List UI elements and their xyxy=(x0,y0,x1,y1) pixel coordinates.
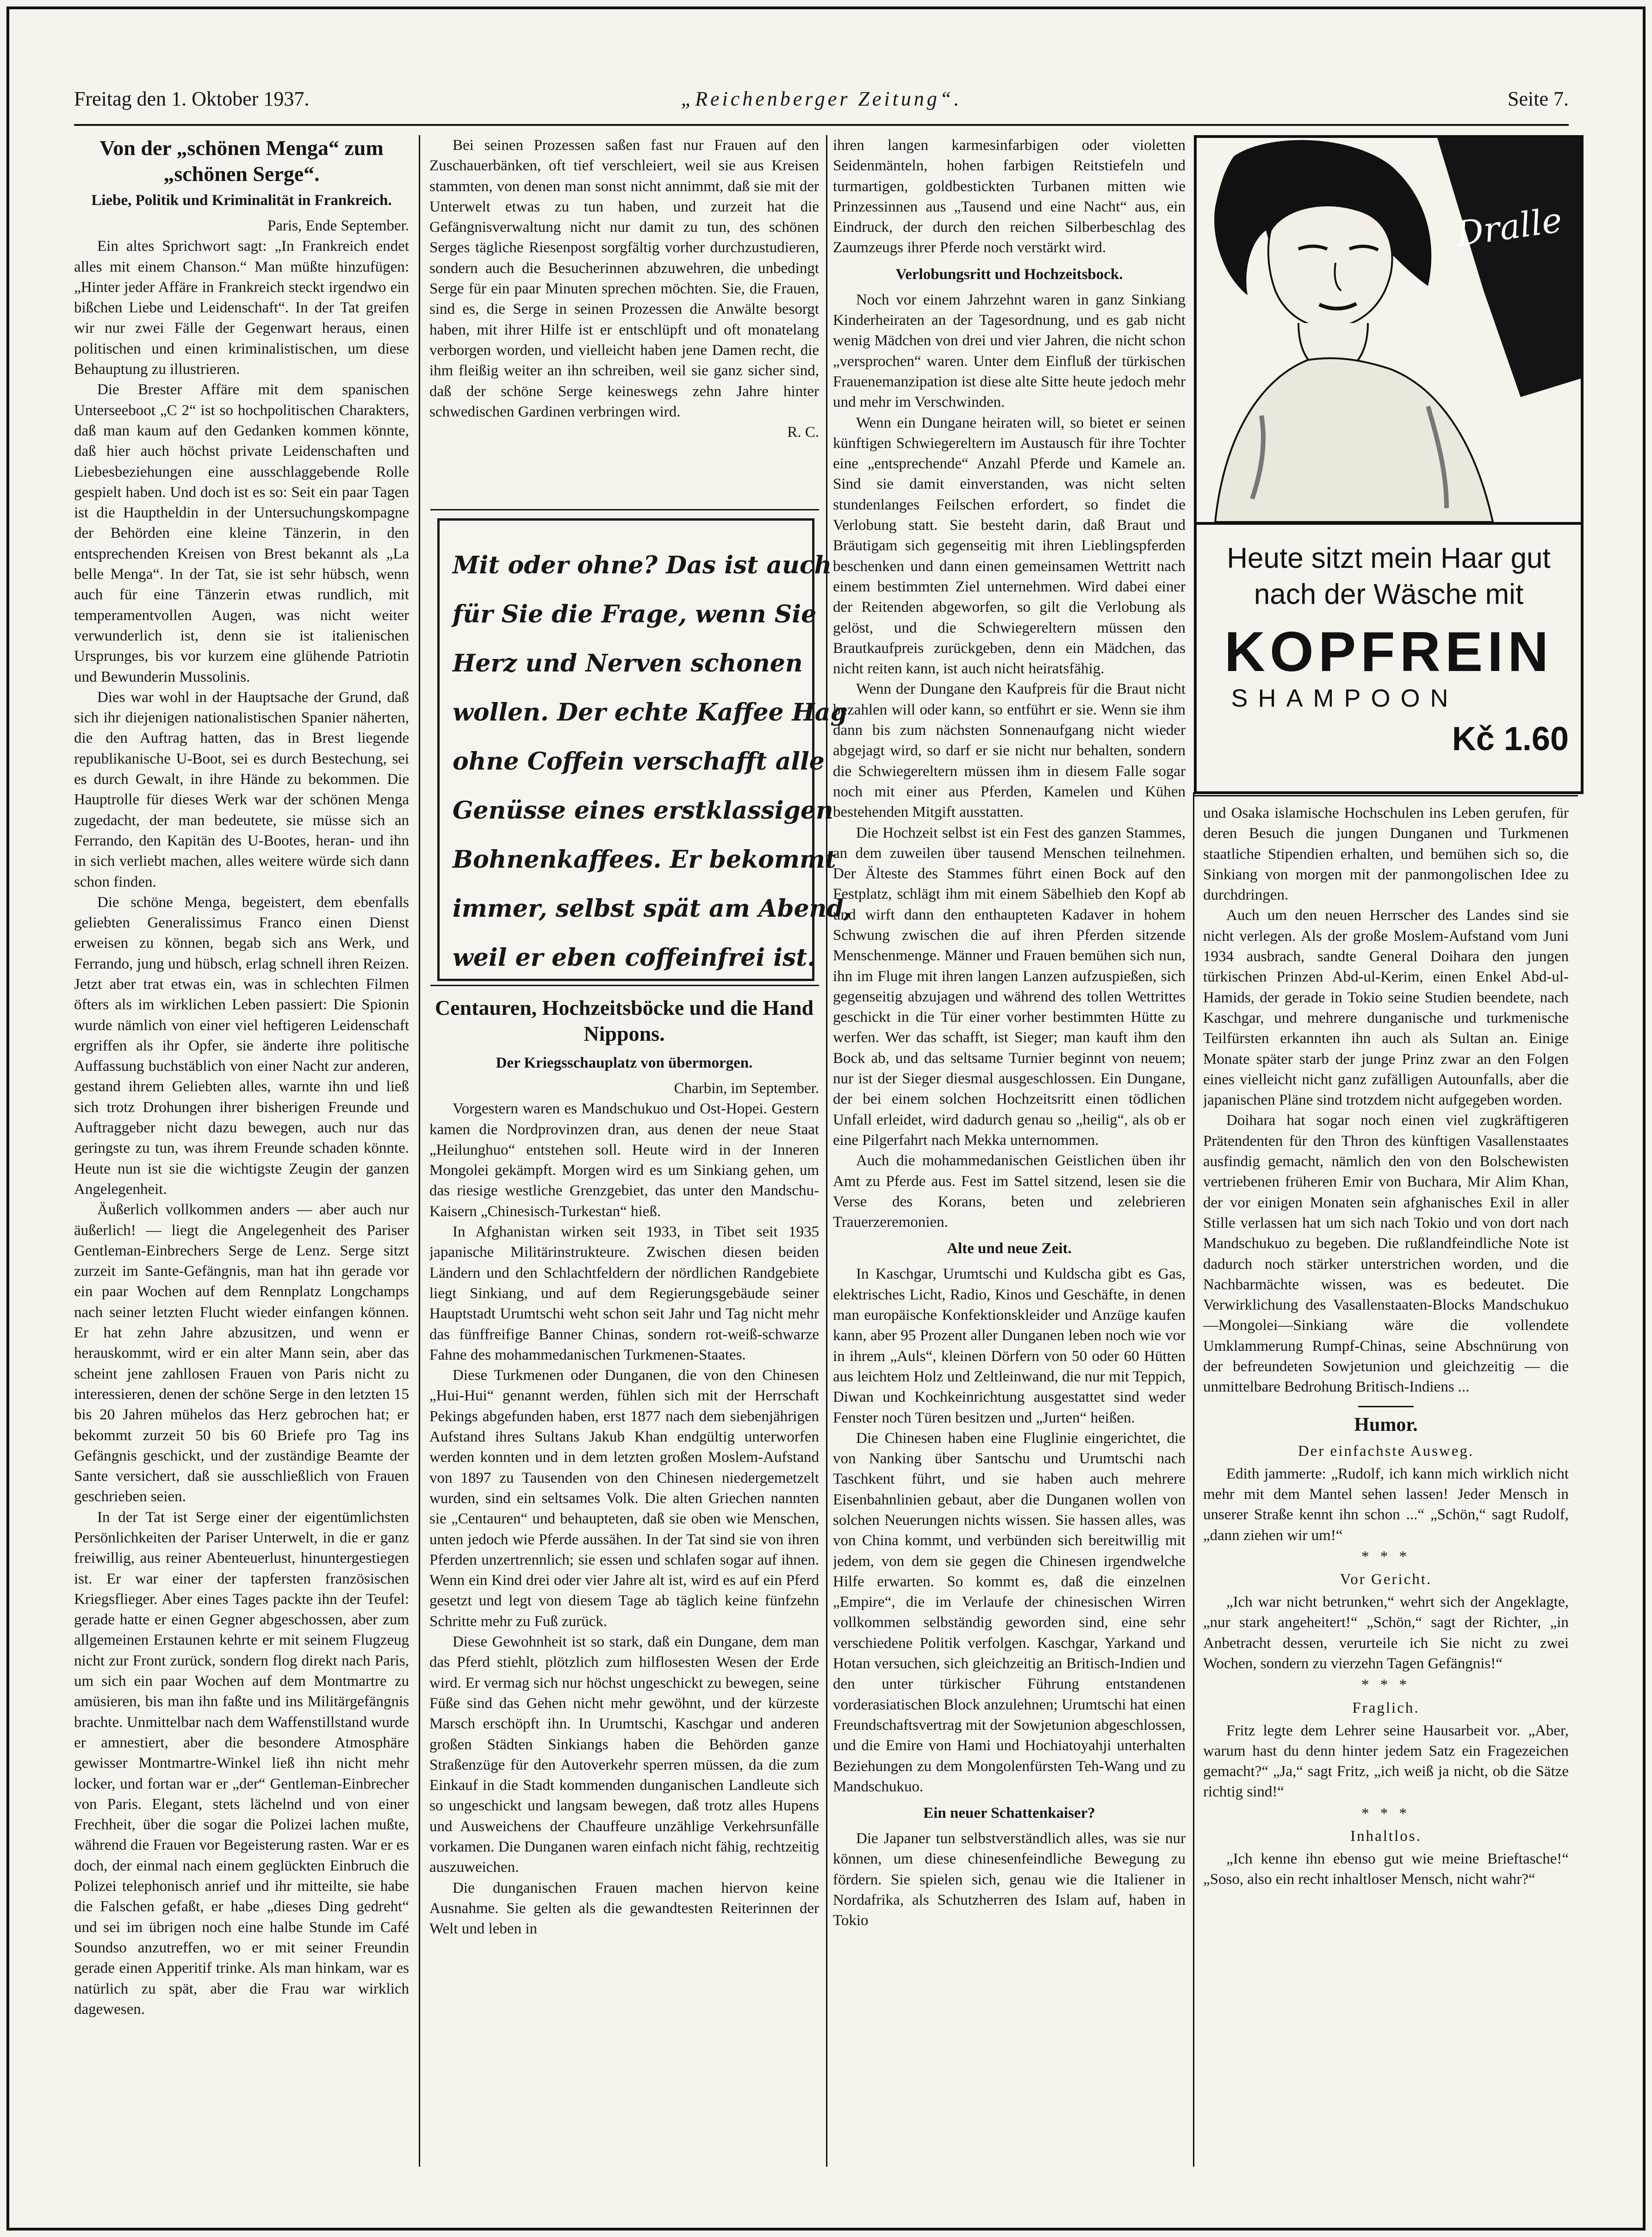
paragraph: Die schöne Menga, begeistert, dem ebenfalls geliebten Generalissimus Franco einen Dienst erweisen zu können, begab sich ans Werk, und Ferrando, jung und hübsch, erlag schnell ihren Reizen. Jetzt aber trat etwas ein, was in schlechten Filmen öfters als im wirklichen Leben passiert: Die Spionin wurde nämlich von einer viel heftigeren Leidenschaft ergriffen als ihr Opfer, sie änderte ihre politische Auffassung buchstäblich von einer Nacht zur anderen, gestand ihrem Geliebten alles, warnte ihn und ließ sich trotz Drohungen ihrer bisherigen Freunde und Auftraggeber nicht dazu bewegen, auch nur das geringste zu tun, was ihrem Freunde schaden könnte. Heute nun ist sie die wichtigste Zeugin der ganzen Angelegenheit. xyxy=(74,894,409,1198)
ad-line: Herz und Nerven schonen xyxy=(453,649,803,677)
paragraph: Doihara hat sogar noch einen viel zugkräftigeren Prätendenten für den Thron des künftigen Vasallenstaates ausfindig gemacht, nämlich den von den Bolschewisten vertriebenen früheren Emir von Buchara, Mir Alim Khan, der vor einigen Monaten sein afghanisches Exil in aller Stille verlassen hat um sich nach Tokio und von dort nach Mandschukuo zu begeben. Die rußlandfeindliche Note ist dadurch noch stärker unterstrichen worden, und die Nachbarmächte wissen, was es bedeutet. Die Verwirklichung des Vasallenstaaten-Blocks Mandschukuo—Mongolei—Sinkiang wäre die vollendete Umklammerung Rumpf-Chinas, seine Abschnürung von der befreundeten Sowjetunion und gleichzeitig — die unmittelbare Bedrohung Britisch-Indiens ... xyxy=(1203,1112,1569,1396)
humor-title: Humor. xyxy=(1354,1414,1418,1435)
newspaper-name: „Reichenberger Zeitung“. xyxy=(681,87,962,110)
article-title: Centauren, Hochzeitsböcke und die Hand Nippons. xyxy=(435,996,814,1045)
column-divider xyxy=(419,135,420,2167)
paragraph: Die Brester Affäre mit dem spanischen Unterseeboot „C 2“ ist so hochpolitischen Charakters, daß man kaum auf den Gedanken kommen könnte, daß hier auch höchst private Leidenschaften und Liebesbeziehungen eine ausschlaggebende Rolle gespielt haben. Und doch ist es so: Seit ein paar Tagen ist die Hauptheldin in der Untersuchungskompagne der Behörden eine kleine Tänzerin, in den entsprechenden Kreisen von Brest bekannt als „La belle Menga“. In der Tat, sie ist sehr hübsch, wenn auch für eine Tänzerin etwas rundlich, mit temperamentvollen Augen, was nicht weiter verwunderlich ist, denn sie ist italienischen Ursprunges, bis vor kurzem eine glühende Patriotin und Bewunderin Mussolinis. xyxy=(74,381,409,685)
paragraph: Dies war wohl in der Hauptsache der Grund, daß sich ihr diejenigen nationalistischen Spanier näherten, die den Auftrag hatten, das in Brest liegende republikanische U-Boot, sei es durch Bestechung, sei es durch Gewalt, in ihre Hände zu bekommen. Die Hauptrolle für dieses Werk war der schönen Menga zugedacht, der man bedeutete, sie müsse sich an Ferrando, den Kapitän des U-Bootes, heran- und ihn in sich verliebt machen, alles weitere würde sich dann schon finden. xyxy=(74,689,409,890)
section-rule xyxy=(430,509,819,510)
joke-heading: Inhaltlos. xyxy=(1350,1828,1422,1845)
paragraph: Bei seinen Prozessen saßen fast nur Frauen auf den Zuschauerbänken, oft tief verschleiert, weil sie aus Kreisen stammten, von denen man sonst nicht annimmt, daß sie mit der Unterwelt etwas zu tun haben, und zurzeit hat die Gefängnisverwaltung nicht nur damit zu tun, des schönen Serges tägliche Riesenpost sorgfältig vorher durchzustudieren, sondern auch die Besucherinnen abzuwehren, die unbedingt Serge für ein paar Minuten sprechen möchten. Sie, die Frauen, sind es, die Serge in seinen Prozessen die Anwälte besorgt haben, mit ihrer Hilfe ist er entschlüpft und oft monatelang verborgen worden, und vielleicht haben jene Damen recht, die ihm fleißig weiter an ihn schreiben, weil sie ganz sicher sind, daß der schöne Serge keineswegs zehn Jahre hinter schwedischen Gardinen verbringen wird. xyxy=(429,137,819,420)
article-title: Von der „schönen Menga“ zum „schönen Serge“. xyxy=(99,136,384,186)
coffee-advertisement xyxy=(437,518,852,981)
ad-line: für Sie die Frage, wenn Sie xyxy=(453,600,817,628)
ad-line: Bohnenkaffees. Er bekommt xyxy=(453,845,836,874)
paragraph: In der Tat ist Serge einer der eigentümlichsten Persönlichkeiten der Pariser Unterwelt, in die er ganz freiwillig, aus reiner Abenteuerlust, hinuntergestiegen ist. Er war einer der tapfersten französischen Kriegsflieger. Aber eines Tages packte ihn der Teufel: gerade hatte er einen Gegner abgeschossen, aber zum allgemeinen Erstaunen kehrte er mit seinem Flugzeug nicht zur Front zurück, sondern flog direkt nach Paris, um sich ein paar Wochen auf dem Montmartre zu amüsieren, bis man ihn faßte und ins Militärgefängnis brachte. Unmittelbar nach dem Waffenstillstand wurde er amnestiert, aber die besondere Atmosphäre gewisser Montmartre-Winkel ließ ihn nicht mehr locker, und fortan war er „der“ Gentleman-Einbrecher von Paris. Elegant, stets lächelnd und von einer Frechheit, über die sogar die Polizei lachen mußte, während die Frauen vor Begeisterung rasten. War er es doch, der einmal nach einem geglückten Einbruch die Polizei telephonisch anrief und ihr mitteilte, sie habe die Falschen gefaßt, er habe „dieses Ding gedreht“ und sei im übrigen noch eine halbe Stunde im Café Soundso anzutreffen, wo er mit seiner Freundin gerade einen Apperitif trinke. Als man hinkam, war es natürlich zu spät, aber die Frau war wirklich dagewesen. xyxy=(74,1509,409,2018)
section-heading: Verlobungsritt und Hochzeitsbock. xyxy=(895,266,1123,283)
ad-line: Mit oder ohne? Das ist auch xyxy=(453,551,832,579)
section-rule xyxy=(1194,795,1578,796)
ad-text xyxy=(453,541,852,982)
joke-heading: Fraglich. xyxy=(1352,1699,1420,1716)
paragraph: In Afghanistan wirken seit 1933, in Tibet seit 1935 japanische Militärinstrukteure. Zwischen diesen beiden Ländern und den Schlachtfeldern der nördlichen Randgebiete liegt Sinkiang, und auf dem Regierungsgebäude seiner Hauptstadt Urumtschi weht schon seit Jahr und Tag nicht mehr das fünffreifige Banner Chinas, sondern rot-weiß-schwarze Fahne des mohammedanischen Turkmenen-Staates. xyxy=(429,1224,819,1363)
paragraph: und Osaka islamische Hochschulen ins Leben gerufen, für deren Besuch die jungen Dunganen und Turkmenen staatliche Stipendien erhalten, und bemühen sich so, die Sinkiang von morgen mit der panmongolischen Idee zu durchdringen. xyxy=(1203,805,1569,904)
ad-price: Kč 1.60 xyxy=(1452,721,1569,758)
section-heading: Alte und neue Zeit. xyxy=(947,1240,1072,1257)
paragraph: In Kaschgar, Urumtschi und Kuldscha gibt es Gas, elektrisches Licht, Radio, Kinos und Geschäfte, in denen man europäische Konfektionskleider und Anzüge kaufen kann, aber 95 Prozent aller Dunganen leben noch wie vor in ihrem „Auls“, kleinen Dörfern von 50 oder 60 Hütten aus leichtem Holz und Zeltleinwand, die nur mit Teppich, Diwan und Kochkeinrichtung ausgestattet sind weder Fenster noch Türen besitzen und „Jurten“ heißen. xyxy=(833,1266,1186,1426)
paragraph: Diese Turkmenen oder Dunganen, die von den Chinesen „Hui-Hui“ genannt werden, fühlen sich mit der Herrschaft Pekings abgefunden haben, erst 1877 nach dem siebenjährigen Aufstand ihres Sultans Jakub Khan endgültig unterworfen werden konnten und in dem letzten großen Moslem-Aufstand von 1897 zu Tausenden von den Chinesen niedergemetzelt wurden, sind ein seltsames Volk. Die alten Griechen nannten sie „Centauren“ und behaupteten, daß sie oben wie Menschen, unten jedoch wie Pferde aussähen. In der Tat sind sie von ihren Pferden unzertrennlich; sie essen und schlafen sogar auf ihnen. Wenn ein Kind drei oder vier Jahre alt ist, wird es auf ein Pferd gesetzt und legt von diesem Tage ab täglich keine fünfzehn Schritte mehr zu Fuß zurück. xyxy=(429,1367,819,1630)
article-subtitle: Der Kriegsschauplatz von übermorgen. xyxy=(496,1055,753,1071)
joke-text: Edith jammerte: „Rudolf, ich kann mich wirklich nicht mehr mit dem Mantel sehen lassen! Jeder Mensch in unserer Straße kennt ihn schon ...“ „Schön,“ sagt Rudolf, „dann ziehen wir um!“ xyxy=(1203,1465,1569,1544)
author-signature: R. C. xyxy=(787,424,819,441)
joke-heading: Vor Gericht. xyxy=(1340,1571,1432,1588)
dateline: Charbin, im September. xyxy=(674,1080,819,1097)
ad-product-type: SHAMPOON xyxy=(1231,684,1459,712)
paragraph: Noch vor einem Jahrzehnt waren in ganz Sinkiang Kinderheiraten an der Tagesordnung, und es gab nicht wenig Mädchen von drei und vier Jahren, die nicht schon „versprochen“ waren. Unter dem Einfluß der türkischen Frauenemanzipation ist diese alte Sitte heute jedoch mehr und mehr im Verschwinden. xyxy=(833,291,1186,411)
ad-line: immer, selbst spät am Abend, xyxy=(453,895,852,923)
article-centauren xyxy=(429,995,819,2166)
article-subtitle: Liebe, Politik und Kriminalität in Frankreich. xyxy=(91,192,392,209)
article-menga xyxy=(74,135,409,2162)
shampoo-advertisement xyxy=(1194,135,1584,794)
ad-line: Genüsse eines erstklassigen xyxy=(453,796,833,825)
separator-stars: * * * xyxy=(1361,1548,1410,1565)
article-centauren-col3 xyxy=(833,135,1186,2171)
dralle-logo: Dralle xyxy=(1453,200,1565,255)
section-divider xyxy=(1358,1406,1414,1407)
issue-date: Freitag den 1. Oktober 1937. xyxy=(74,87,310,110)
paragraph: Die Hochzeit selbst ist ein Fest des ganzen Stammes, an dem zuweilen über tausend Menschen teilnehmen. Der Älteste des Stammes führt einen Bock auf den Festplatz, schlägt ihm mit einem Säbelhieb den Kopf ab und wirft dann den enthaupteten Kadaver in hohem Schwung zwischen die auf ihren Pferden sitzende Menschenmenge. Männer und Frauen bemühen sich nun, ihn im Fluge mit ihren langen Lanzen aufzuspießen, sich gegenseitig abzujagen und während des tollen Wettrittes geschickt in die Tür einer vorher bestimmten Hütte zu werfen. Wer das schafft, ist Sieger; man kauft ihm den Bock ab, und das seltsame Turnier beginnt von neuem; nur ist der Sieger diesmal ausgeschlossen. Ein Dungane, der bei einem solchen Hochzeitsritt einen tödlichen Unfall erleidet, wird dadurch genau so „heilig“, als ob er eine Pilgerfahrt nach Mekka unternommen. xyxy=(833,824,1186,1149)
column-divider xyxy=(826,135,827,2167)
paragraph: Vorgestern waren es Mandschukuo und Ost-Hopei. Gestern kamen die Nordprovinzen dran, aus denen der neue Staat „Heilunghuo“ entstehen soll. Heute wird in der Inneren Mongolei gekämpft. Morgen wird es um Sinkiang gehen, um das riesige westliche Grenzgebiet, das unter den Mandschu-Kaisern „Chinesisch-Turkestan“ hieß. xyxy=(429,1100,819,1220)
joke-text: „Ich war nicht betrunken,“ wehrt sich der Angeklagte, „nur stark angeheitert!“ „Schön,“ sagt der Richter, „in Anbetracht dessen, verurteile ich Sie nicht zu zwei Wochen, sondern zu vierzehn Tagen Gefängnis!“ xyxy=(1203,1594,1569,1672)
paragraph: Die dunganischen Frauen machen hiervon keine Ausnahme. Sie gelten als die gewandtesten Reiterinnen der Welt und leben in xyxy=(429,1879,819,1938)
paragraph: ihren langen karmesinfarbigen oder violetten Seidenmänteln, hohen farbigen Reitstiefeln und turmartigen, goldbestickten Turbanen mitten wie Prinzessinnen aus „Tausend und eine Nacht“ aus, ein Eindruck, der durch den reichen Silberbeschlag des Zaumzeugs ihrer Pferde noch verstärkt wird. xyxy=(833,137,1186,256)
article-centauren-col4 xyxy=(1203,803,1569,2154)
page-number: Seite 7. xyxy=(1508,87,1569,110)
paragraph: Auch die mohammedanischen Geistlichen üben ihr Amt zu Pferde aus. Fest im Sattel sitzend, lesen sie die Verse des Korans, beten und zelebrieren Trauerzeremonien. xyxy=(833,1152,1186,1231)
paragraph: Diese Gewohnheit ist so stark, daß ein Dungane, dem man das Pferd stiehlt, plötzlich zum hilflosesten Wesen der Erde wird. Er vermag sich nur höchst ungeschickt zu bewegen, seine Füße sind das Gehen nicht mehr gewöhnt, und der kürzeste Marsch erschöpft ihn. In Urumtschi, Kaschgar und anderen großen Städten Sinkiangs haben die Behörden ganze Straßenzüge für den Autoverkehr sperren müssen, da die zum Einkauf in die Stadt kommenden dunganischen Landleute sich so ungeschickt und langsam bewegen, daß trotz alles Hupens und Ausweichens der Chauffeure unzählige Verkehrsunfälle vorkamen. Die Dunganen waren einfach nicht fähig, rechtzeitig auszuweichen. xyxy=(429,1634,819,1876)
paragraph: Wenn der Dungane den Kaufpreis für die Braut nicht bezahlen will oder kann, so entführt er sie. Wenn sie ihm dann bis zum nächsten Sonnenaufgang nicht wieder abgejagt wird, so darf er sie nicht nur behalten, sondern die Schwiegereltern müssen ihm in diesem Falle sogar noch mit einer aus Pferden, Kamelen und Kühen bestehenden Mitgift ausstatten. xyxy=(833,681,1186,821)
paragraph: Die Japaner tun selbstverständlich alles, was sie nur können, um diese chinesenfeindliche Bewegung zu fördern. Sie spielen sich, genau wie die Italiener in Nordafrika, als Schutzherren des Islam auf, haben in Tokio xyxy=(833,1830,1186,1929)
paragraph: Ein altes Sprichwort sagt: „In Frankreich endet alles mit einem Chanson.“ Man müßte hinzufügen: „Hinter jeder Affäre in Frankreich steckt irgendwo ein bißchen Liebe und Leidenschaft“. In der Tat greifen wir nur zwei Fälle der Gegenwart heraus, einen politischen und einen kriminalistischen, um diese Behauptung zu illustrieren. xyxy=(74,238,409,378)
separator-stars: * * * xyxy=(1361,1677,1410,1694)
paragraph: Wenn ein Dungane heiraten will, so bietet er seinen künftigen Schwiegereltern im Austausch für ihre Tochter eine „entsprechende“ Anzahl Pferde und Kamele an. Sind sie damit einverstanden, was nicht selten stundenlanges Feilschen erfordert, so findet die Verlobung statt. Sie besteht darin, daß Braut und Bräutigam sich gegenseitig mit ihren Lieblingspferden beschenken und dann einen gemeinsamen Wettritt nach einem bestimmten Ziel unternehmen. Wird dabei einer der Reitenden abgeworfen, so gilt die Verlobung als gelöst, und die Schwiegereltern müssen den Brautkaufpreis zurückgeben, denn ein Mädchen, das nicht reiten kann, ist auch nicht heiratsfähig. xyxy=(833,414,1186,677)
paragraph: Auch um den neuen Herrscher des Landes sind sie nicht verlegen. Als der große Moslem-Aufstand vom Juni 1934 ausbrach, sandte General Doihara den jungen türkischen Prinzen Abd-ul-Kerim, einen Enkel Abd-ul-Hamids, der gerade in Tokio seine Studien beendete, nach Kaschgar, und mehrere dunganische und turkmenische Teilfürsten erkannten ihn auch als Sultan an. Einige Monate später starb der junge Prinz zwar an den Folgen eines vielleicht nicht ganz zufälligen Autounfalls, aber die japanischen Pläne sind trotzdem nicht aufgegeben worden. xyxy=(1203,907,1569,1109)
ad-line: ohne Coffein verschafft alle xyxy=(453,747,825,776)
paragraph: Äußerlich vollkommen anders — aber auch nur äußerlich! — liegt die Angelegenheit des Pariser Gentleman-Einbrechers Serge de Lenz. Serge sitzt zurzeit im Sante-Gefängnis, man hat ihn gerade vor ein paar Wochen auf dem Rennplatz Longchamps nach seiner letzten Flucht wieder einfangen können. Er hat zehn Jahre abzusitzen, und wenn er herauskommt, wird er ein alter Mann sein, aber das scheint jene zahllosen Frauen von Paris nicht zu interessieren, denen der schöne Serge in den letzten 15 bis 20 Jahren mühelos das Herz gebrochen hat; er bekommt zurzeit 50 bis 60 Briefe pro Tag ins Gefängnis geschickt, und der zuständige Beamte der Sante versichert, daß sie ausschließlich von Frauen geschrieben seien. xyxy=(74,1201,409,1505)
dateline: Paris, Ende September. xyxy=(267,217,409,234)
page-header xyxy=(74,87,1569,119)
ad-line: wollen. Der echte Kaffee Hag xyxy=(453,698,847,727)
header-rule xyxy=(74,124,1569,126)
joke-text: Fritz legte dem Lehrer seine Hausarbeit vor. „Aber, warum hast du denn hinter jedem Satz ein Fragezeichen gemacht?“ „Ja,“ sagt Fritz, „ich weiß ja nicht, ob die Sätze richtig sind!“ xyxy=(1203,1722,1569,1801)
ad-tagline xyxy=(1206,541,1571,613)
column-divider xyxy=(1193,792,1194,2167)
separator-stars: * * * xyxy=(1361,1805,1410,1822)
section-rule xyxy=(430,985,819,986)
ad-brand-name: KOPFREIN xyxy=(1224,620,1553,683)
joke-heading: Der einfachste Ausweg. xyxy=(1298,1442,1474,1460)
ad-tagline-line: Heute sitzt mein Haar gut xyxy=(1227,542,1551,574)
ad-tagline-line: nach der Wäsche mit xyxy=(1254,578,1524,610)
section-heading: Ein neuer Schattenkaiser? xyxy=(923,1805,1095,1822)
paragraph: Die Chinesen haben eine Fluglinie eingerichtet, die von Nanking über Santschu und Urumtschi nach Taschkent führt, und sie haben auch mehrere Eisenbahnlinien gebaut, aber die Dunganen wollen von solchen Neuerungen nichts wissen. Sie hassen alles, was von China kommt, und verbünden sich bereitwillig mit jedem, von dem sie gegen die Chinesen irgendwelche Hilfe erwarten. So kommt es, daß die einzelnen „Empire“, die im Verlaufe der chinesischen Wirren vollkommen selbständig geworden sind, eine sehr verschiedene Politik verfolgen. Kaschgar, Yarkand und Hotan versuchen, sich gleichzeitig an Britisch-Indien und den unter türkischer Führung entstandenen vorderasiatischen Block anzulehnen; Urumtschi hat einen Freundschaftsvertrag mit der Sowjetunion abgeschlossen, und die Emire von Hami und Hochiatoyahji unterhalten Beziehungen zu dem Mongolenfürsten Teh-Wang und zu Mandschukuo. xyxy=(833,1429,1186,1795)
article-menga-continued xyxy=(429,135,819,505)
ad-line: weil er eben coffeinfrei ist. xyxy=(453,944,816,972)
joke-text: „Ich kenne ihn ebenso gut wie meine Brieftasche!“ „Soso, also ein recht inhaltloser Mensch, nicht wahr?“ xyxy=(1203,1851,1569,1888)
